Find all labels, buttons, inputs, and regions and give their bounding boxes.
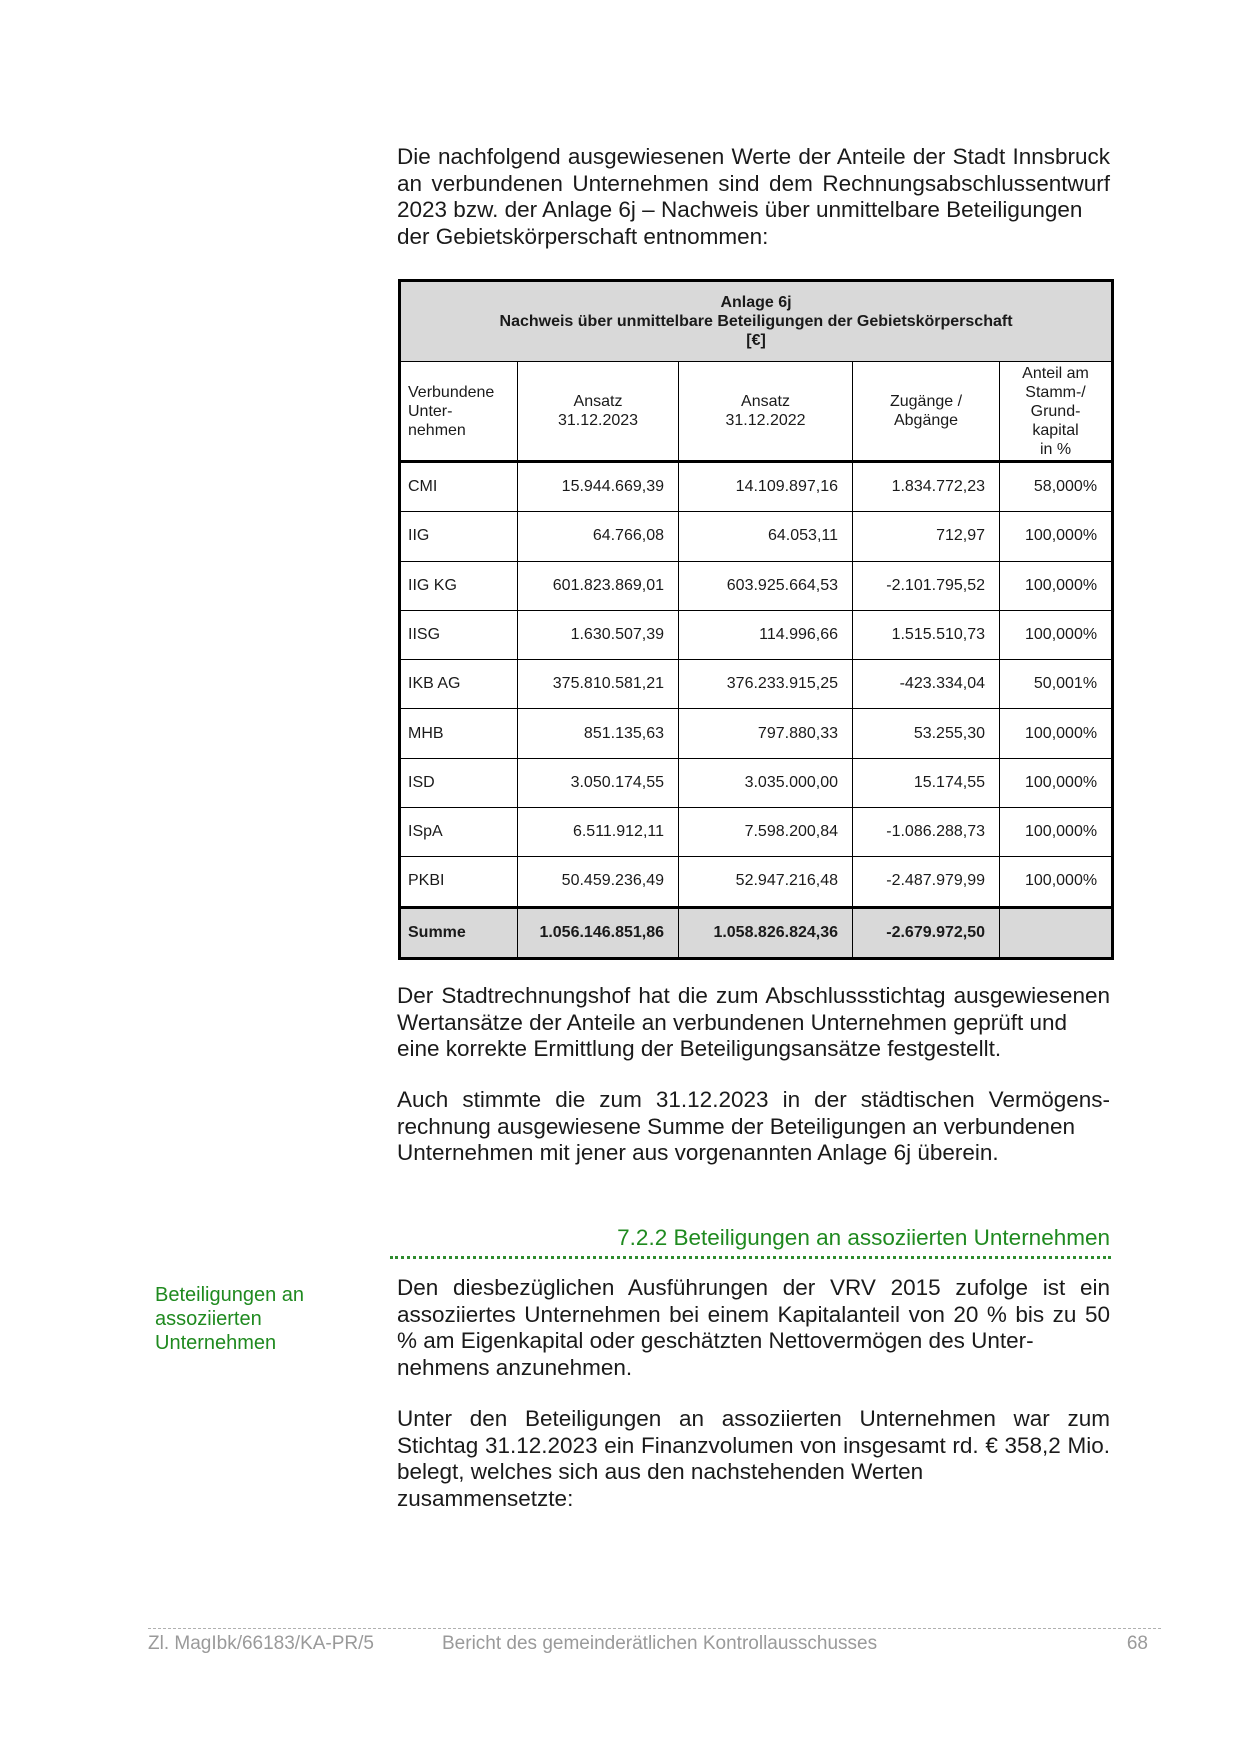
volume-paragraph: Unter den Beteiligungen an assoziierten Unternehmen war zum Stichtag 31.12.2023 ein Finanzvolumen von insgesamt rd. € 358,2 Mio. belegt, welches sich aus den nachstehenden Werten zusammensetzte: (397, 1406, 1110, 1511)
audit-paragraph: Der Stadtrechnungshof hat die zum Abschlussstichtag ausgewiesenen Wertansätze der Anteile an verbundenen Unternehmen geprüft und eine korrekte Ermittlung der Beteiligungsansätze festgestellt. (397, 983, 1110, 1061)
table-title-line2: Nachweis über unmittelbare Beteiligungen der Gebietskörperschaft (499, 313, 1013, 331)
margin-note: Beteiligungen an assoziierten Unternehmen (155, 1284, 305, 1354)
table-header-row (400, 362, 1113, 462)
section-divider (390, 1256, 1111, 1259)
table-title-line3: [€] (746, 332, 766, 350)
header-zugaenge-abgaenge: Zugänge / Abgänge (853, 362, 1000, 462)
table-row: IIG KG 601.823.869,01 603.925.664,53 -2.101.795,52 100,000% (400, 561, 1113, 610)
definition-paragraph: Den diesbezüglichen Ausführungen der VRV 2015 zufolge ist ein assoziiertes Unternehmen bei einem Kapitalanteil von 20 % bis zu 50 % am Eigenkapital oder geschätzten Nettovermögen des Unter- nehmens anzunehmen. (397, 1275, 1110, 1380)
table-row: IIG 64.766,08 64.053,11 712,97 100,000% (400, 512, 1113, 561)
intro-text: Die nachfolgend ausgewiesenen Werte der Anteile der Stadt Innsbruck an verbundenen Unternehmen sind dem Rechnungsabschlussentwurf 2023 bzw. der Anlage 6j – Nachweis über unmittelbare Beteiligungen (397, 144, 1110, 222)
table-title-line1: Anlage 6j (720, 294, 792, 312)
header-company: Verbundene Unter- nehmen (400, 362, 518, 462)
footer-title: Bericht des gemeinderätlichen Kontrollausschusses (442, 1633, 878, 1654)
sum-check-paragraph: Auch stimmte die zum 31.12.2023 in der städtischen Vermögens-rechnung ausgewiesene Summe der Beteiligungen an verbundenen Unternehmen mit jener aus vorgenannten Anlage 6j überein. (397, 1087, 1110, 1165)
section-heading: 7.2.2 Beteiligungen an assoziierten Unternehmen (617, 1225, 1110, 1250)
header-anteil: Anteil am Stamm-/ Grund- kapital in % (1000, 362, 1113, 462)
table-title (400, 281, 1113, 362)
page-number: 68 (1126, 1633, 1148, 1654)
header-ansatz-2023: Ansatz 31.12.2023 (518, 362, 679, 462)
table-row: IISG 1.630.507,39 114.996,66 1.515.510,73 100,000% (400, 610, 1113, 659)
intro-text-last: der Gebietskörperschaft entnommen: (397, 223, 769, 249)
table-row: ISD 3.050.174,55 3.035.000,00 15.174,55 100,000% (400, 758, 1113, 807)
footer-divider (148, 1628, 1161, 1629)
table-row: CMI 15.944.669,39 14.109.897,16 1.834.772,23 58,000% (400, 462, 1113, 512)
table-row: ISpA 6.511.912,11 7.598.200,84 -1.086.288,73 100,000% (400, 808, 1113, 857)
intro-paragraph (397, 144, 1110, 250)
footer-reference: Zl. MagIbk/66183/KA-PR/5 (148, 1633, 374, 1654)
table-row: MHB 851.135,63 797.880,33 53.255,30 100,000% (400, 709, 1113, 758)
table-row: PKBI 50.459.236,49 52.947.216,48 -2.487.979,99 100,000% (400, 857, 1113, 907)
anlage-6j-table (398, 279, 1114, 960)
table-sum-row: Summe 1.056.146.851,86 1.058.826.824,36 -2.679.972,50 (400, 907, 1113, 958)
header-ansatz-2022: Ansatz 31.12.2022 (679, 362, 853, 462)
table-row: IKB AG 375.810.581,21 376.233.915,25 -423.334,04 50,001% (400, 660, 1113, 709)
